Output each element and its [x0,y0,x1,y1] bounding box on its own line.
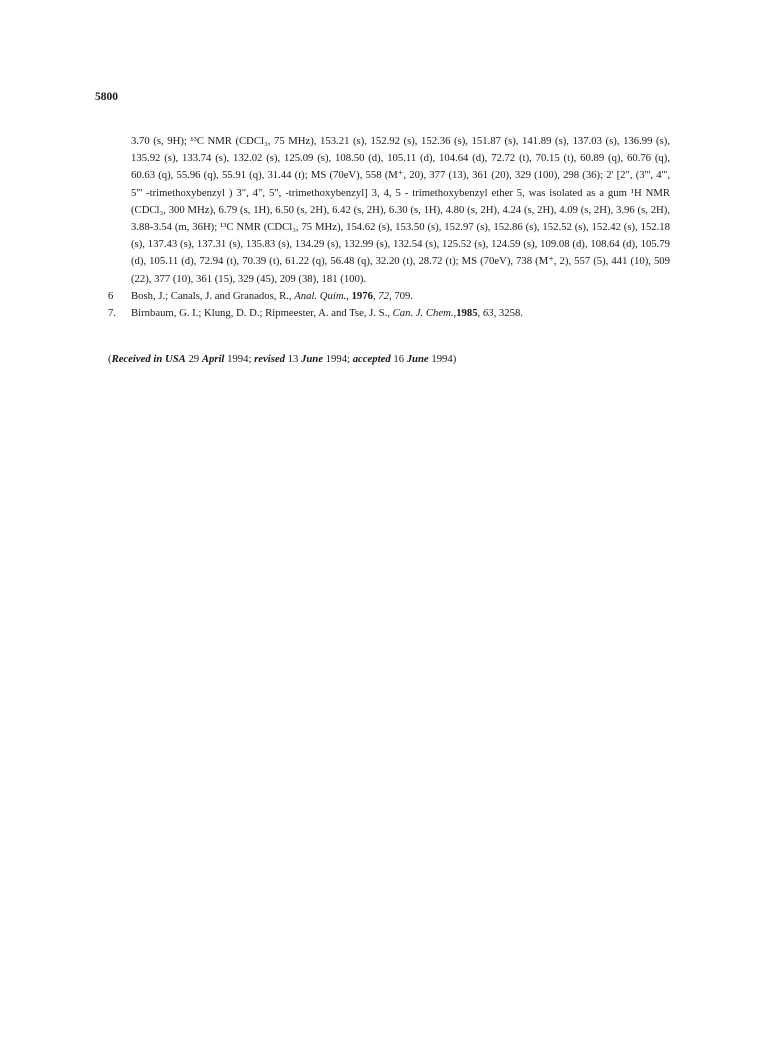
reference-authors: Birnbaum, G. I.; Klung, D. D.; Ripmeester, A. and Tse, J. S., [131,307,390,320]
reference-6 [108,288,670,305]
reference-year: 1976 [351,289,373,302]
reference-pages: 3258. [498,307,523,320]
reference-volume: 63 [482,307,494,320]
accepted-month: June [406,353,429,365]
revised-day: 13 [287,353,299,365]
revised-label: revised [254,353,285,365]
received-day: 29 [188,353,200,365]
received-dates-line: (Received in USA 29 April 1994; revised 13 June 1994; accepted 16 June 1994) [108,353,457,365]
reference-number: 7. [108,307,117,320]
revised-month: June [301,353,323,365]
page-number: 5800 [95,91,118,103]
article-body [108,133,670,322]
reference-journal: Anal. Quím. [294,289,347,302]
reference-year: 1985 [456,307,478,320]
accepted-label: accepted [352,353,391,365]
reference-body: Birnbaum, G. I.; Klung, D. D.; Ripmeester, A. and Tse, J. S., Can. J. Chem.,1985, 63, 3258. [131,307,523,320]
reference-pages: 709. [394,289,414,302]
received-label: Received in USA [111,353,186,365]
reference-body: Bosh, J.; Canals, J. and Granados, R., Anal. Quím., 1976, 72, 709. [131,289,414,302]
accepted-day: 16 [393,353,405,365]
revised-year: 1994; [325,353,351,365]
reference-authors: Bosh, J.; Canals, J. and Granados, R., [131,289,292,302]
reference-7 [108,305,670,322]
reference-number: 6 [108,289,114,302]
reference-volume: 72 [378,289,389,302]
reference-journal: Can. J. Chem. [392,307,454,320]
accepted-year: 1994) [431,353,457,365]
nmr-data-paragraph: 3.70 (s, 9H); ¹³C NMR (CDCl₃, 75 MHz), 153.21 (s), 152.92 (s), 152.36 (s), 151.87 (s), 141.89 (s), 137.03 (s), 136.99 (s), 135.92 (s), 133.74 (s), 132.02 (s), 125.09 (s), 108.50 (d), 105.11 (d), 104.64 (d), 72.72 (t), 70.15 (t), 60.89 (q), 60.76 (q), 60.63 (q), 55.96 (q), 55.91 (q), 31.44 (t); MS (70eV), 558 (M⁺, 20), 377 (13), 361 (20), 329 (100), 298 (36); 2' [2", (3''', 4''', 5''' -trimethoxybenzyl ) 3", 4", 5", -trimethoxybenzyl] 3, 4, 5 - trimethoxybenzyl ether 5, was isolated as a gum ¹H NMR (CDCl₃, 300 MHz), 6.79 (s, 1H), 6.50 (s, 2H), 6.42 (s, 2H), 6.30 (s, 1H), 4.80 (s, 2H), 4.24 (s, 2H), 4.09 (s, 2H), 3.96 (s, 2H), 3.88-3.54 (m, 36H); ¹³C NMR (CDCl₃, 75 MHz), 154.62 (s), 153.50 (s), 152.97 (s), 152.86 (s), 152.52 (s), 152.42 (s), 152.18 (s), 137.43 (s), 137.31 (s), 135.83 (s), 134.29 (s), 132.99 (s), 132.54 (s), 125.52 (s), 124.59 (s), 109.08 (d), 108.64 (d), 105.79 (d), 105.11 (d), 72.94 (t), 70.39 (t), 61.22 (q), 56.48 (q), 32.20 (t), 28.72 (t); MS (70eV), 738 (M⁺, 2), 557 (5), 441 (10), 509 (22), 377 (10), 361 (15), 329 (45), 209 (38), 181 (100). [131,135,670,285]
received-month: April [201,353,225,365]
received-year: 1994; [227,353,252,365]
